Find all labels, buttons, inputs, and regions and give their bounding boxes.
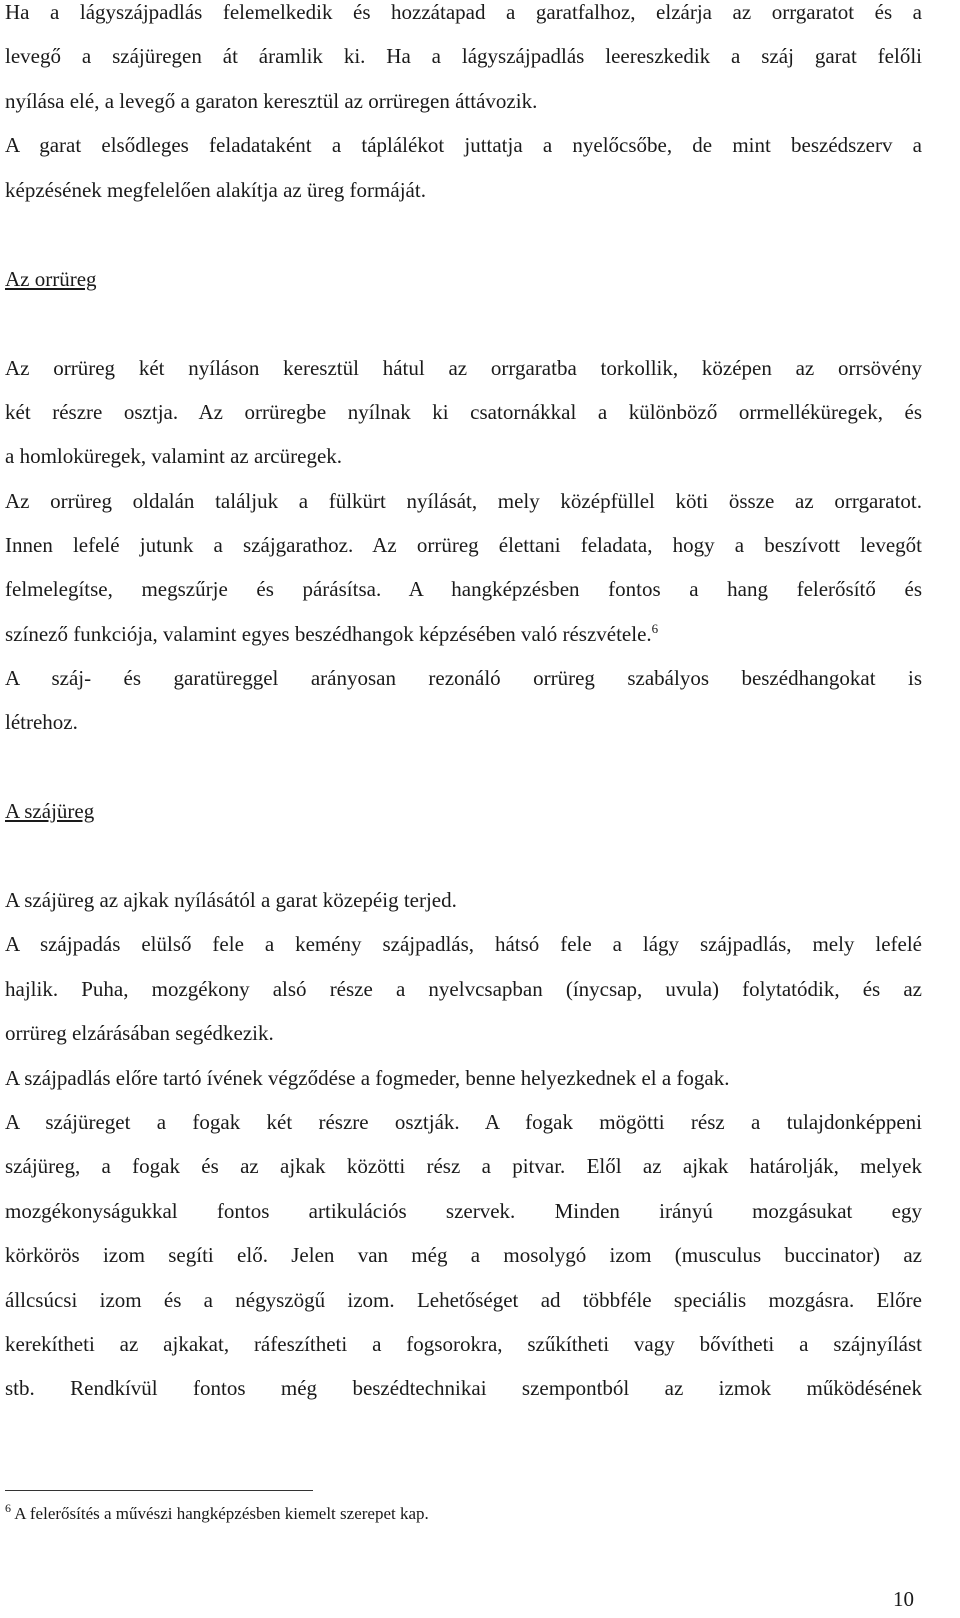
text-line: felmelegítse, megszűrje és párásítsa. A hangképzésben fontos a hang felerősítő és — [5, 577, 922, 601]
text-line: A szájüreg az ajkak nyílásától a garat közepéig terjed. — [5, 888, 457, 912]
text-line — [5, 622, 922, 646]
text-line-content: színező funkciója, valamint egyes beszédhangok képzésében való részvétele. — [5, 622, 652, 646]
text-line: Az orrüreg két nyíláson keresztül hátul az orrgaratba torkollik, középen az orrsövény — [5, 356, 922, 380]
footnote — [5, 1503, 429, 1525]
text-line: a homloküregek, valamint az arcüregek. — [5, 444, 343, 468]
text-line: körkörös izom segíti elő. Jelen van még a mosolygó izom (musculus buccinator) az — [5, 1243, 922, 1267]
text-line: állcsúcsi izom és a négyszögű izom. Lehetőséget ad többféle speciális mozgásra. Előre — [5, 1288, 922, 1312]
section-heading: Az orrüreg — [5, 267, 97, 291]
footnote-separator — [5, 1490, 313, 1491]
text-line: orrüreg elzárásában segédkezik. — [5, 1021, 274, 1045]
text-line: nyílása elé, a levegő a garaton keresztül az orrüregen áttávozik. — [5, 89, 538, 113]
text-line: A szájpadás elülső fele a kemény szájpadlás, hátsó fele a lágy szájpadlás, mely lefelé — [5, 932, 922, 956]
page-number: 10 — [893, 1587, 914, 1611]
footnote-text: A felerősítés a művészi hangképzésben kiemelt szerepet kap. — [11, 1504, 429, 1523]
text-line: Ha a lágyszájpadlás felemelkedik és hozzátapad a garatfalhoz, elzárja az orrgaratot és a — [5, 0, 922, 24]
text-line: hajlik. Puha, mozgékony alsó része a nyelvcsapban (ínycsap, uvula) folytatódik, és az — [5, 977, 922, 1001]
text-line: mozgékonyságukkal fontos artikulációs szervek. Minden irányú mozgásukat egy — [5, 1199, 922, 1223]
text-line: kerekítheti az ajkakat, ráfeszítheti a fogsorokra, szűkítheti vagy bővítheti a szájnyílást — [5, 1332, 922, 1356]
text-line: létrehoz. — [5, 710, 78, 734]
text-line: Innen lefelé jutunk a szájgarathoz. Az orrüreg élettani feladata, hogy a beszívott levegőt — [5, 533, 922, 557]
text-line: A garat elsődleges feladataként a táplálékot juttatja a nyelőcsőbe, de mint beszédszerv a — [5, 133, 922, 157]
text-line: A szájüreget a fogak két részre osztják. A fogak mögötti rész a tulajdonképpeni — [5, 1110, 922, 1134]
footnote-reference[interactable]: 6 — [651, 621, 659, 636]
text-line: két részre osztja. Az orrüregbe nyílnak ki csatornákkal a különböző orrmelléküregek, és — [5, 400, 922, 424]
text-line: szájüreg, a fogak és az ajkak közötti rész a pitvar. Elől az ajkak határolják, melyek — [5, 1154, 922, 1178]
text-line: A száj- és garatüreggel arányosan rezonáló orrüreg szabályos beszédhangokat is — [5, 666, 922, 690]
section-heading: A szájüreg — [5, 799, 95, 823]
text-line: Az orrüreg oldalán találjuk a fülkürt nyílását, mely középfüllel köti össze az orrgaratot. — [5, 489, 922, 513]
text-line: A szájpadlás előre tartó ívének végződése a fogmeder, benne helyezkednek el a fogak. — [5, 1066, 730, 1090]
footnote-number: 6 — [5, 1501, 11, 1515]
text-line: stb. Rendkívül fontos még beszédtechnikai szempontból az izmok működésének — [5, 1376, 922, 1400]
text-line: levegő a szájüregen át áramlik ki. Ha a lágyszájpadlás leereszkedik a száj garat felőli — [5, 44, 922, 68]
text-line: képzésének megfelelően alakítja az üreg formáját. — [5, 178, 426, 202]
